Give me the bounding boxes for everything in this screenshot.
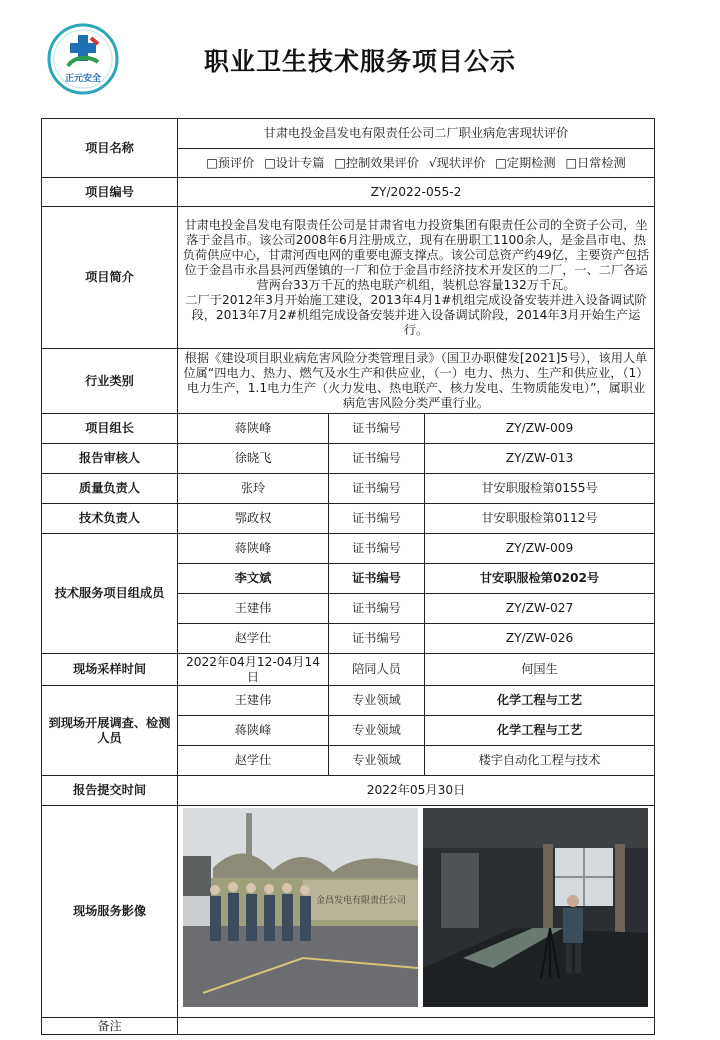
- team-member-cert: ZY/ZW-009: [425, 534, 655, 564]
- images-label: 现场服务影像: [42, 806, 178, 1018]
- row-leader: [42, 414, 655, 444]
- survey-member-name: 赵学仕: [178, 746, 329, 776]
- cert-label: 证书编号: [329, 594, 425, 624]
- info-table: [41, 118, 655, 1035]
- industry-label: 行业类别: [42, 349, 178, 414]
- team-member-name: 蒋陕峰: [178, 534, 329, 564]
- submit-label: 报告提交时间: [42, 776, 178, 806]
- option-periodic[interactable]: □定期检测: [495, 155, 556, 170]
- row-tech: [42, 504, 655, 534]
- cert-label: 证书编号: [329, 504, 425, 534]
- intro-paragraph-1: 甘肃电投金昌发电有限责任公司是甘肃省电力投资集团有限责任公司的全资子公司，坐落于金昌市。该公司2008年6月注册成立，现有在册职工1100余人，是金昌市电、热负荷供应中心，甘肃河西电网的重要电源支撑点。该公司总资产约49亿，主要资产包括位于金昌市永昌县河西堡镇的一厂和位于金昌市经济技术开发区的二厂，一、二厂各运营两台33万千瓦的热电联产机组，装机总容量132万千瓦。: [182, 217, 650, 292]
- remark-value: [178, 1018, 655, 1035]
- option-pre-eval[interactable]: □预评价: [206, 155, 255, 170]
- images-cell: [178, 806, 655, 1018]
- row-sampling: [42, 654, 655, 686]
- photo-sign-text: 金昌发电有限责任公司: [315, 896, 407, 906]
- cert-label: 证书编号: [329, 564, 425, 594]
- reviewer-name: 徐晓飞: [178, 444, 329, 474]
- sampling-label: 现场采样时间: [42, 654, 178, 686]
- cert-label: 证书编号: [329, 534, 425, 564]
- leader-cert: ZY/ZW-009: [425, 414, 655, 444]
- quality-name: 张玲: [178, 474, 329, 504]
- leader-name: 蒋陕峰: [178, 414, 329, 444]
- industry-text: 根据《建设项目职业病危害风险分类管理目录》（国卫办职健发[2021]5号），该用人单位属“四电力、热力、燃气及水生产和供应业，（一）电力、热力、生产和供应业，（1）电力生产，1.1电力生产（火力发电、热电联产、核力发电、生物质能发电）”，属职业病危害风险分类严重行业。: [178, 349, 655, 414]
- cert-label: 证书编号: [329, 474, 425, 504]
- team-member-cert: ZY/ZW-026: [425, 624, 655, 654]
- row-reviewer: [42, 444, 655, 474]
- team-member-name: 李文斌: [178, 564, 329, 594]
- survey-member-field: 化学工程与工艺: [425, 716, 655, 746]
- survey-member-field: 楼宇自动化工程与技术: [425, 746, 655, 776]
- project-name-label: 项目名称: [42, 119, 178, 178]
- team-member-cert: 甘安职服检第0202号: [425, 564, 655, 594]
- site-photo-indoor[interactable]: [423, 808, 648, 1007]
- quality-cert: 甘安职服检第0155号: [425, 474, 655, 504]
- cert-label: 证书编号: [329, 414, 425, 444]
- survey-label: 到现场开展调查、检测人员: [42, 686, 178, 776]
- survey-member-field: 化学工程与工艺: [425, 686, 655, 716]
- page-header: [0, 0, 720, 118]
- reviewer-cert: ZY/ZW-013: [425, 444, 655, 474]
- intro-label: 项目简介: [42, 207, 178, 349]
- team-label: 技术服务项目组成员: [42, 534, 178, 654]
- eval-type-options: [178, 149, 655, 178]
- option-design[interactable]: □设计专篇: [264, 155, 325, 170]
- project-name-value: 甘肃电投金昌发电有限责任公司二厂职业病危害现状评价: [178, 119, 655, 149]
- team-member-name: 王建伟: [178, 594, 329, 624]
- field-label: 专业领域: [329, 746, 425, 776]
- project-no-value: ZY/2022-055-2: [178, 178, 655, 207]
- row-remark: [42, 1018, 655, 1035]
- remark-label: 备注: [42, 1018, 178, 1035]
- reviewer-label: 报告审核人: [42, 444, 178, 474]
- row-team-member: [42, 534, 655, 564]
- row-project-name: [42, 119, 655, 149]
- row-project-no: [42, 178, 655, 207]
- row-industry: [42, 349, 655, 414]
- tech-cert: 甘安职服检第0112号: [425, 504, 655, 534]
- row-submit: [42, 776, 655, 806]
- sampling-value: 2022年04月12-04月14日: [178, 654, 329, 686]
- survey-member-name: 王建伟: [178, 686, 329, 716]
- quality-label: 质量负责人: [42, 474, 178, 504]
- escort-label: 陪同人员: [329, 654, 425, 686]
- field-label: 专业领域: [329, 686, 425, 716]
- cert-label: 证书编号: [329, 624, 425, 654]
- page-title: 职业卫生技术服务项目公示: [203, 47, 516, 76]
- option-daily[interactable]: □日常检测: [565, 155, 626, 170]
- intro-text: [178, 207, 655, 349]
- logo-text: 正元安全: [64, 74, 102, 84]
- row-intro: [42, 207, 655, 349]
- option-status-eval[interactable]: √现状评价: [428, 155, 486, 170]
- project-no-label: 项目编号: [42, 178, 178, 207]
- tech-label: 技术负责人: [42, 504, 178, 534]
- option-control-effect[interactable]: □控制效果评价: [334, 155, 420, 170]
- site-photo-outdoor[interactable]: [183, 808, 418, 1007]
- row-images: [42, 806, 655, 1018]
- leader-label: 项目组长: [42, 414, 178, 444]
- intro-paragraph-2: 二厂于2012年3月开始施工建设，2013年4月1#机组完成设备安装并进入设备调试阶段，2013年7月2#机组完成设备安装并进入设备调试阶段，2014年3月开始生产运行。: [185, 292, 647, 337]
- escort-value: 何国生: [425, 654, 655, 686]
- team-member-name: 赵学仕: [178, 624, 329, 654]
- tech-name: 鄂政权: [178, 504, 329, 534]
- row-survey-member: [42, 686, 655, 716]
- row-quality: [42, 474, 655, 504]
- submit-value: 2022年05月30日: [178, 776, 655, 806]
- survey-member-name: 蒋陕峰: [178, 716, 329, 746]
- field-label: 专业领域: [329, 716, 425, 746]
- cert-label: 证书编号: [329, 444, 425, 474]
- team-member-cert: ZY/ZW-027: [425, 594, 655, 624]
